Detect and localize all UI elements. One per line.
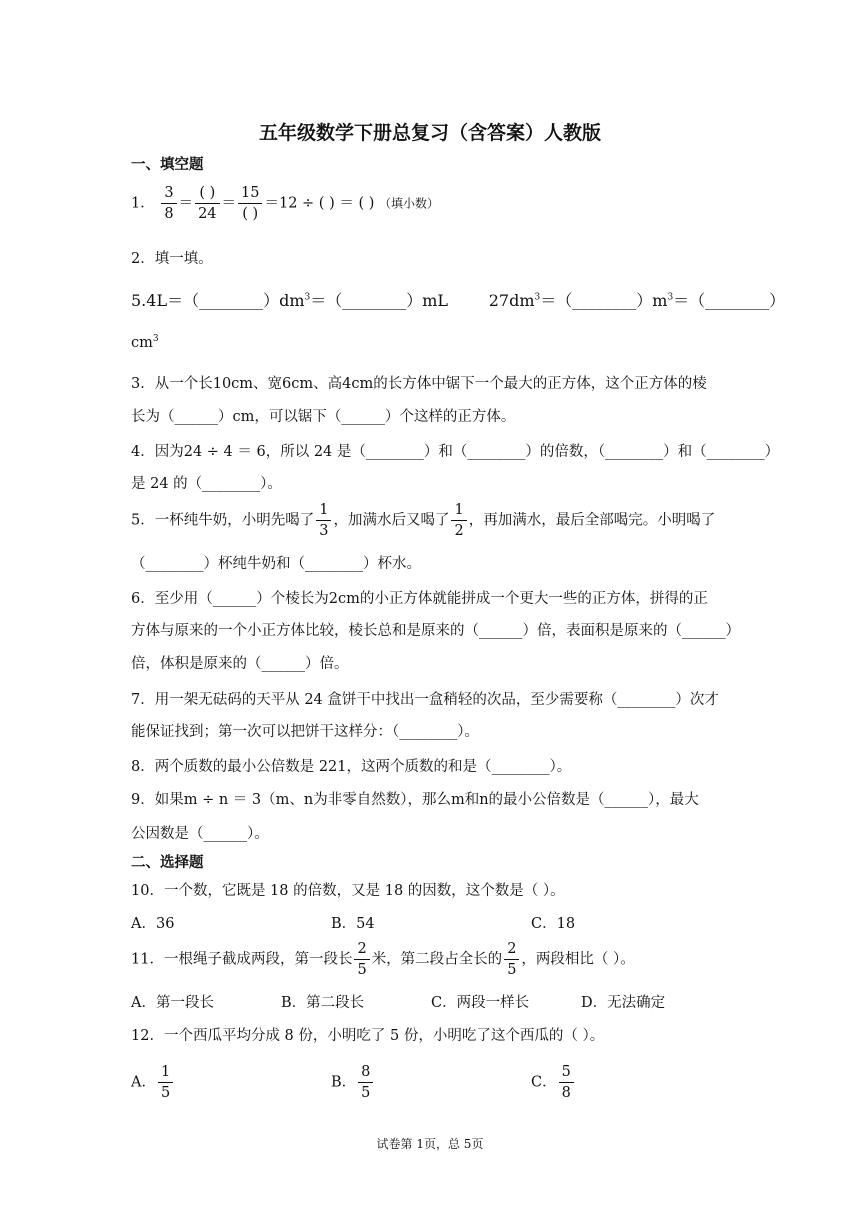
question-7-line-1: 7．用一架无砝码的天平从 24 盒饼干中找出一盒稍轻的次品，至少需要称（________）次才 [131, 692, 719, 708]
question-4-line-1: 4．因为24 ÷ 4 ＝ 6，所以 24 是（________）和（________）的倍数，（________）和（________） [131, 444, 780, 460]
page-footer: 试卷第 1页，总 5页 [376, 1137, 484, 1151]
question-12: 12．一个西瓜平均分成 8 份，小明吃了 5 份，小明吃了这个西瓜的（ ）。 [131, 1028, 605, 1044]
q12-option-c[interactable]: C． $\frac{5}{8}$ [531, 1062, 576, 1103]
q2-part-a2: ＝（________）mL [310, 291, 449, 310]
question-1: 1． $\frac{3}{8}$ ＝ $\frac{( )}{24}$ ＝ $\frac{15}{( )}$ ＝12 ÷ ( ) ＝ ( ) （填小数） [131, 185, 439, 222]
q2-part-b: 27dm [488, 291, 535, 310]
q11-option-b[interactable]: B．第二段长 [281, 995, 365, 1011]
q1-number: 1． [131, 195, 155, 212]
question-3-line-1: 3．从一个长10cm、宽6cm、高4cm的长方体中锯下一个最大的正方体，这个正方体的棱 [131, 376, 707, 392]
q11-fraction-1: $\frac{2}{5}$ [354, 939, 369, 980]
q2-part-b3: ＝（________） [673, 291, 786, 310]
q1-tail: ＝12 ÷ ( ) ＝ ( ) [264, 195, 375, 212]
question-11: 11．一根绳子截成两段，第一段长 $\frac{2}{5}$ 米，第二段占全长的 $\frac{2}{5}$ ，两段相比（ ）。 [131, 941, 635, 978]
question-5-line-2: （________）杯纯牛奶和（________）杯水。 [131, 556, 421, 572]
question-3-line-2: 长为（______）cm，可以锯下（______）个这样的正方体。 [131, 409, 516, 425]
question-4-line-2: 是 24 的（________）。 [131, 476, 282, 492]
question-9-line-2: 公因数是（______）。 [131, 826, 269, 842]
question-6-line-1: 6．至少用（______）个棱长为2cm的小正方体就能拼成一个更大一些的正方体，拼得的正 [131, 591, 708, 607]
q1-note: （填小数） [378, 196, 439, 211]
q2-part-b2: ＝（________）m [540, 291, 668, 310]
question-2-line: $5.4L=(\_\_\_\_\_\_\_\_)dm^3=(\_\_\_\_\_\_\_\_)mL$ $27dm^3=(\_\_\_\_\_\_\_\_)m^3=(\_\_\_\_\_\_\_\_)$ [131, 291, 786, 310]
q11-option-d[interactable]: D．无法确定 [581, 995, 666, 1011]
q11-option-c[interactable]: C．两段一样长 [431, 995, 530, 1011]
question-2-unit: $cm^3$ [131, 334, 159, 351]
q1-fraction-2: $\frac{( )}{24}$ [195, 183, 219, 224]
q2-part-a: 5.4L＝（________）dm [131, 291, 305, 310]
question-10: 10．一个数，它既是 18 的倍数，又是 18 的因数，这个数是（ ）。 [131, 883, 565, 899]
section-fill-heading: 一、填空题 [131, 157, 204, 173]
question-8: 8．两个质数的最小公倍数是 221，这两个质数的和是（________）。 [131, 759, 572, 775]
q1-fraction-1: $\frac{3}{8}$ [161, 183, 176, 224]
q11-fraction-2: $\frac{2}{5}$ [504, 939, 519, 980]
question-6-line-3: 倍，体积是原来的（______）倍。 [131, 656, 349, 672]
q5-fraction-1: $\frac{1}{3}$ [316, 500, 331, 541]
page-title: 五年级数学下册总复习（含答案）人教版 [258, 122, 601, 144]
q10-option-c[interactable]: C．18 [531, 916, 576, 932]
q10-option-b[interactable]: B．54 [331, 916, 375, 932]
q1-fraction-3: $\frac{15}{( )}$ [238, 183, 262, 224]
question-9-line-1: 9．如果m ÷ n ＝ 3（m、n为非零自然数），那么m和n的最小公倍数是（______），最大 [131, 792, 699, 808]
question-6-line-2: 方体与原来的一个小正方体比较，棱长总和是原来的（______）倍，表面积是原来的（______） [131, 623, 740, 639]
q5-fraction-2: $\frac{1}{2}$ [451, 500, 466, 541]
q10-option-a[interactable]: A．36 [131, 916, 175, 932]
section-choice-heading: 二、选择题 [131, 855, 204, 871]
question-5-line-1: 5．一杯纯牛奶，小明先喝了 $\frac{1}{3}$ ，加满水后又喝了 $\frac{1}{2}$ ，再加满水，最后全部喝完。小明喝了 [131, 502, 716, 539]
question-7-line-2: 能保证找到；第一次可以把饼干这样分：（________）。 [131, 724, 479, 740]
q11-option-a[interactable]: A．第一段长 [131, 995, 214, 1011]
q12-option-b[interactable]: B． $\frac{8}{5}$ [331, 1062, 375, 1103]
question-2-text: 2．填一填。 [131, 251, 213, 267]
q12-option-a[interactable]: A． $\frac{1}{5}$ [131, 1062, 175, 1103]
